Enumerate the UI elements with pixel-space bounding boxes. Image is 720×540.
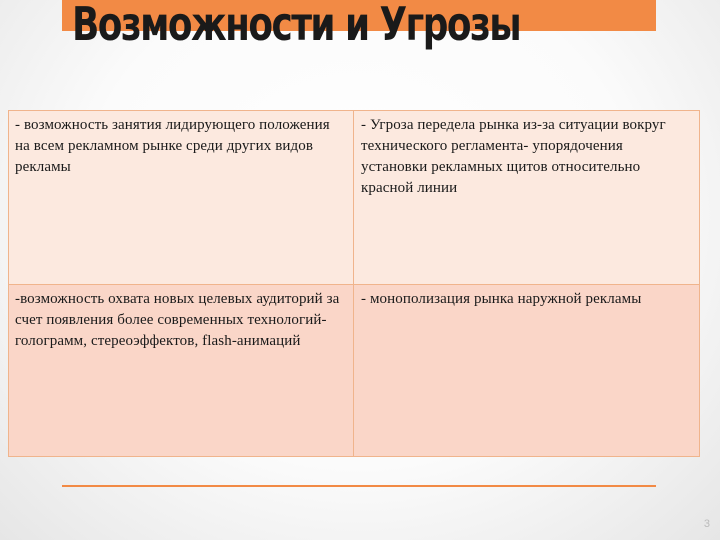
footer-divider	[62, 485, 656, 487]
threat-cell-1: - Угроза передела рынка из-за ситуации вокруг технического регламента- упорядочения установки рекламных щитов относительно красной линии	[354, 111, 699, 285]
opportunity-cell-1: - возможность занятия лидирующего положения на всем рекламном рынке среди других видов рекламы	[9, 111, 354, 285]
opportunities-threats-table	[8, 110, 700, 457]
threat-cell-2: - монополизация рынка наружной рекламы	[354, 285, 699, 456]
opportunity-cell-2: -возможность охвата новых целевых аудиторий за счет появления более современных технологий- голограмм, стереоэффектов, flash-анимаций	[9, 285, 354, 456]
slide-title: Возможности и Угрозы	[72, 0, 521, 51]
page-number: 3	[703, 518, 710, 530]
